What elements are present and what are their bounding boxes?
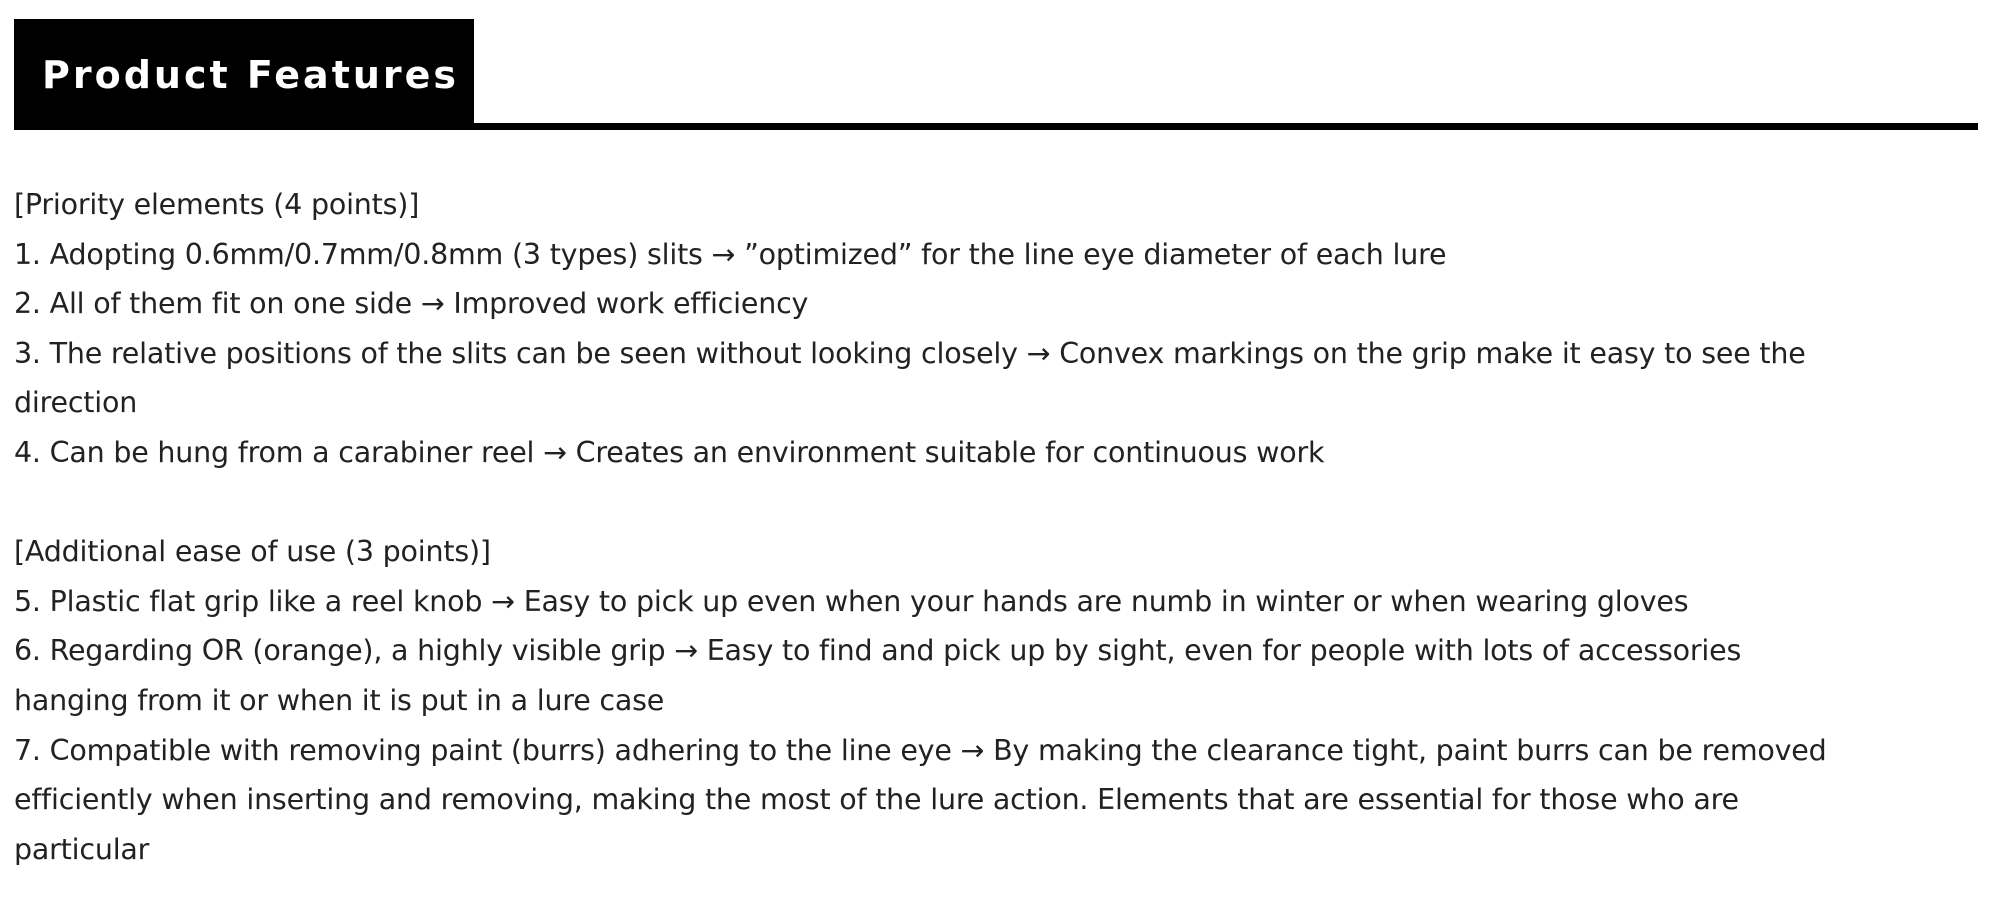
feature-item-3-line-1: 3. The relative positions of the slits can be seen without looking closely → Convex markings on the grip make it easy to see the [14,336,1806,370]
feature-item-4-line-1: 4. Can be hung from a carabiner reel → Creates an environment suitable for continuous work [14,435,1325,469]
header-rule [14,123,1978,130]
feature-item-6-line-2: hanging from it or when it is put in a lure case [14,683,665,717]
feature-item-7-line-3: particular [14,832,150,866]
title-box [14,19,474,130]
page-title: Product Features [42,52,460,97]
feature-item-6-line-1: 6. Regarding OR (orange), a highly visible grip → Easy to find and pick up by sight, even for people with lots of accessories [14,634,1742,668]
features-content [14,180,1978,874]
feature-item-2-line-1: 2. All of them fit on one side → Improved work efficiency [14,287,809,321]
feature-item-7-line-1: 7. Compatible with removing paint (burrs) adhering to the line eye → By making the clearance tight, paint burrs can be removed [14,733,1827,767]
feature-item-3-line-2: direction [14,386,138,420]
feature-item-1-line-1: 1. Adopting 0.6mm/0.7mm/0.8mm (3 types) slits → ”optimized” for the line eye diameter of each lure [14,237,1447,271]
feature-item-7-line-2: efficiently when inserting and removing, making the most of the lure action. Elements that are essential for those who are [14,783,1739,817]
additional-heading: [Additional ease of use (3 points)] [14,535,491,569]
section-spacer [14,478,1978,528]
section-header [14,19,1978,130]
feature-item-5-line-1: 5. Plastic flat grip like a reel knob → Easy to pick up even when your hands are numb in winter or when wearing gloves [14,584,1689,618]
priority-heading: [Priority elements (4 points)] [14,188,420,221]
